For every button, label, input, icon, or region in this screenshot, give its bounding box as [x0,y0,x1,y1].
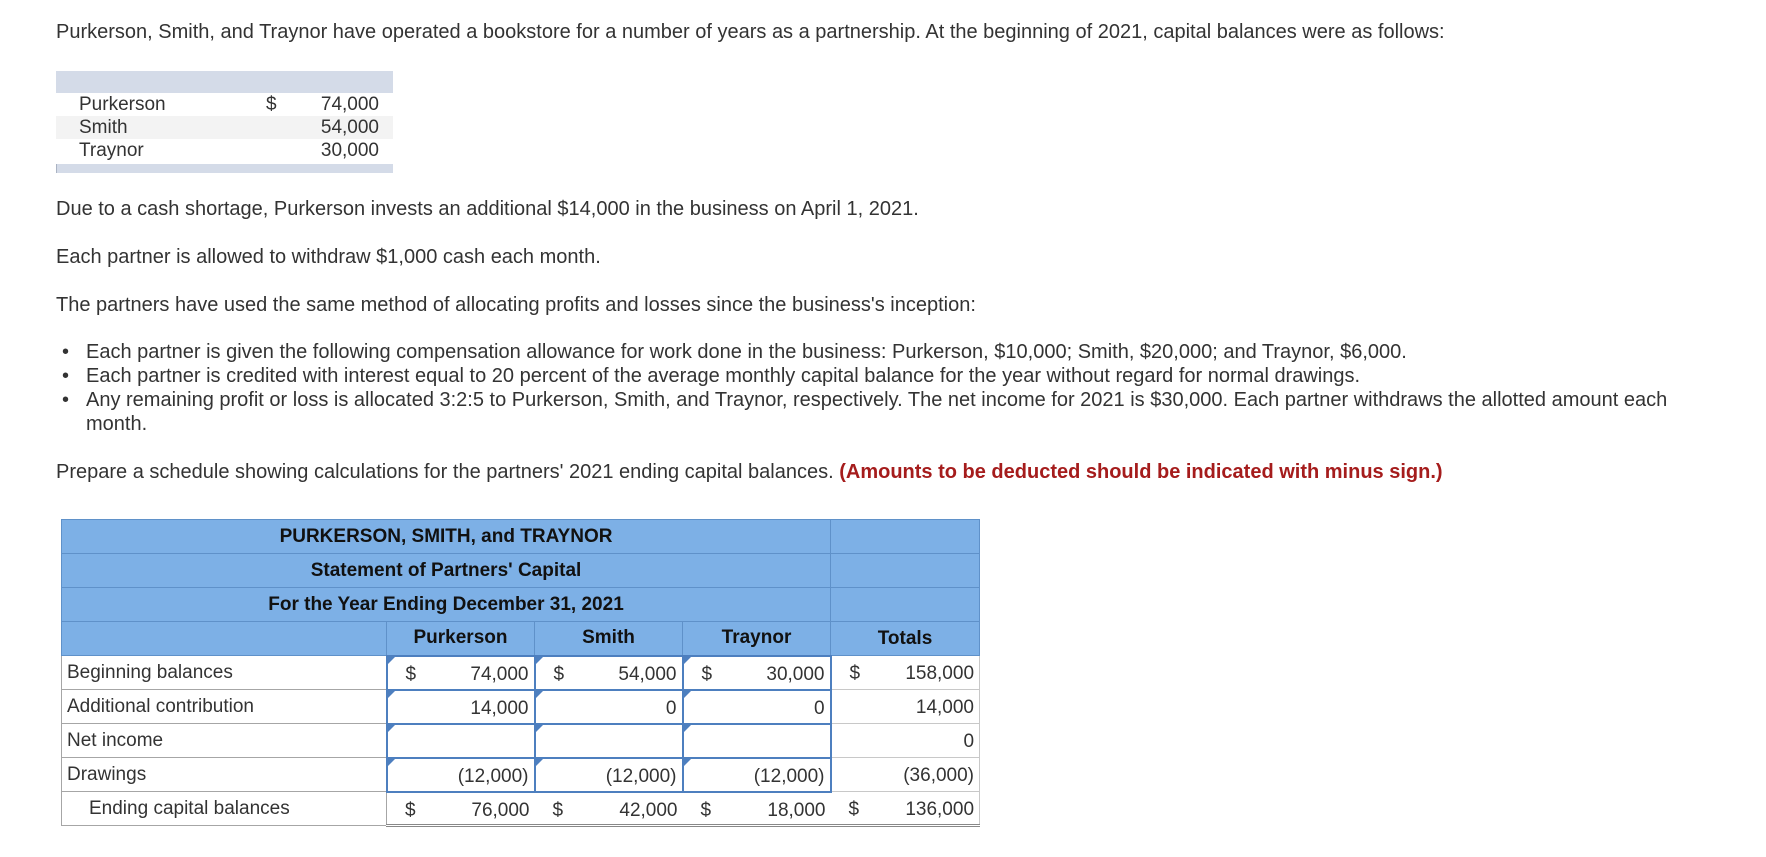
instruction-note: (Amounts to be deducted should be indicated with minus sign.) [839,461,1443,483]
capital-row [56,116,393,139]
row-label: Additional contribution [62,690,387,724]
total-additional: 14,000 [831,690,980,724]
row-drawings [62,758,980,792]
smith-beginning-input[interactable]: $ 54,000 [535,656,683,690]
partner-name: Smith [79,116,128,138]
column-header-purkerson: Purkerson [387,622,535,656]
para-cash-shortage: Due to a cash shortage, Purkerson invests an additional $14,000 in the business on April 1, 2021. [56,198,919,220]
row-ending-balances [62,792,980,826]
purkerson-net-income-input[interactable] [387,724,535,758]
capital-balances-table [56,71,393,173]
smith-drawings-input[interactable]: (12,000) [535,758,683,792]
header-blank [831,554,980,588]
capital-amount: 74,000 [320,93,379,115]
row-additional-contribution [62,690,980,724]
bullet-item [56,388,1756,436]
header-blank [62,622,387,656]
total-net-income: 0 [831,724,980,758]
para-withdraw: Each partner is allowed to withdraw $1,000 cash each month. [56,246,601,268]
traynor-additional-input[interactable]: 0 [683,690,831,724]
dollar-sign: $ [266,93,277,115]
purkerson-ending: $ 76,000 [387,792,535,826]
statement-title: PURKERSON, SMITH, and TRAYNOR [62,520,831,554]
statement-subtitle: Statement of Partners' Capital [62,554,831,588]
row-net-income [62,724,980,758]
para-method: The partners have used the same method of allocating profits and losses since the business's inception: [56,294,976,316]
row-label: Ending capital balances [62,792,387,826]
partner-name: Traynor [79,139,144,161]
capital-amount: 30,000 [320,139,379,161]
traynor-beginning-input[interactable]: $ 30,000 [683,656,831,690]
smith-net-income-input[interactable] [535,724,683,758]
purkerson-additional-input[interactable]: 14,000 [387,690,535,724]
smith-ending: $ 42,000 [535,792,683,826]
smith-additional-input[interactable]: 0 [535,690,683,724]
bullet-text-cont: month. [86,413,148,435]
bullet-item: • Each partner is given the following compensation allowance for work done in the business: Purkerson, $10,000; Smith, $20,000; and Traynor, $6,000. [56,340,1756,364]
traynor-ending: $ 18,000 [683,792,831,826]
allocation-bullets [56,340,1756,436]
total-beginning: $ 158,000 [831,656,980,690]
traynor-net-income-input[interactable] [683,724,831,758]
purkerson-beginning-input[interactable]: $ 74,000 [387,656,535,690]
row-label: Drawings [62,758,387,792]
column-header-smith: Smith [535,622,683,656]
statement-period: For the Year Ending December 31, 2021 [62,588,831,622]
column-header-totals: Totals [831,622,980,656]
column-header-traynor: Traynor [683,622,831,656]
partner-name: Purkerson [79,93,166,115]
row-beginning-balances [62,656,980,690]
bullet-item: • Each partner is credited with interest equal to 20 percent of the average monthly capital balance for the year without regard for normal drawings. [56,364,1756,388]
total-drawings: (36,000) [831,758,980,792]
capital-row [56,93,393,116]
header-blank [831,588,980,622]
capital-row [56,139,393,162]
capital-table-footer [56,164,393,173]
capital-table-header [56,71,393,93]
statement-table [61,519,980,827]
header-blank [831,520,980,554]
row-label: Net income [62,724,387,758]
row-label: Beginning balances [62,656,387,690]
purkerson-drawings-input[interactable]: (12,000) [387,758,535,792]
total-ending: $ 136,000 [831,792,980,826]
instruction-text [56,461,1443,484]
capital-amount: 54,000 [320,116,379,138]
intro-text: Purkerson, Smith, and Traynor have operated a bookstore for a number of years as a partnership. At the beginning of 2021, capital balances were as follows: [56,21,1445,43]
bullet-text: Any remaining profit or loss is allocated 3:2:5 to Purkerson, Smith, and Traynor, respectively. The net income for 2021 is $30,000. Each partner withdraws the allotted amount each [86,389,1668,411]
traynor-drawings-input[interactable]: (12,000) [683,758,831,792]
instruction: Prepare a schedule showing calculations for the partners' 2021 ending capital balances. [56,461,834,483]
